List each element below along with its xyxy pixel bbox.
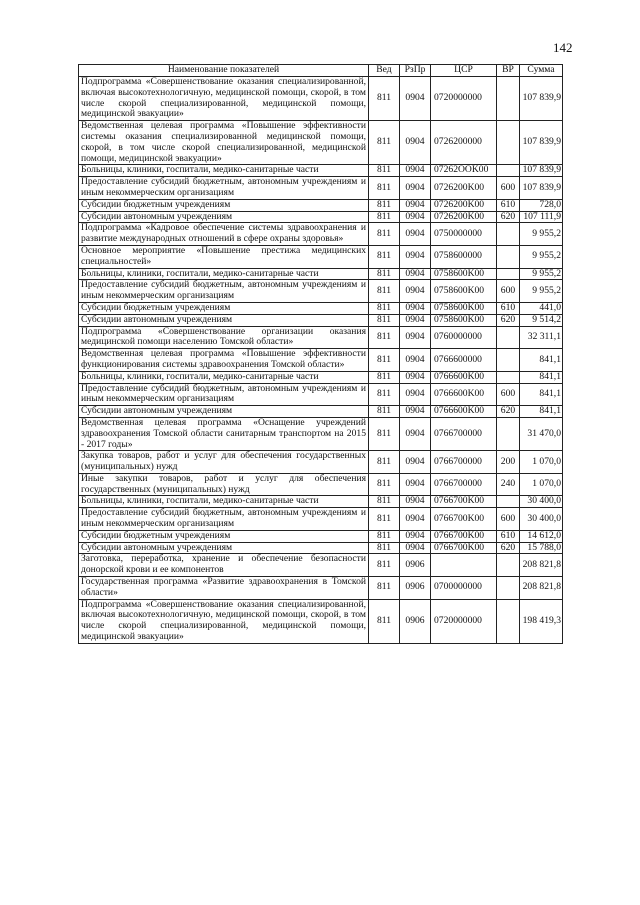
- cell-ved: 811: [369, 211, 400, 223]
- cell-csr: 0766700K00: [431, 530, 497, 542]
- cell-vr: 600: [497, 383, 520, 406]
- cell-name: Подпрограмма «Совершенствование оказания специализированной, включая высокотехнологичную, медицинской помощи, скорой, в том числе скорой специализированной, медицинской помощи, медицинской эвакуации»: [79, 599, 369, 643]
- table-row: [79, 371, 563, 383]
- cell-vr: [497, 554, 520, 577]
- cell-sum: 107 839,9: [520, 121, 563, 165]
- cell-name: Предоставление субсидий бюджетным, автономным учреждениям и иным некоммерческим организациям: [79, 177, 369, 200]
- cell-csr: 0760000000: [431, 326, 497, 349]
- cell-rzpr: 0904: [400, 326, 431, 349]
- cell-ved: 811: [369, 165, 400, 177]
- cell-csr: 0766600K00: [431, 406, 497, 418]
- cell-ved: 811: [369, 177, 400, 200]
- cell-ved: 811: [369, 554, 400, 577]
- cell-vr: [497, 577, 520, 600]
- cell-csr: 0700000000: [431, 577, 497, 600]
- cell-csr: 0766600K00: [431, 371, 497, 383]
- cell-name: Подпрограмма «Совершенствование организации оказания медицинской помощи населению Томской области»: [79, 326, 369, 349]
- cell-name: Подпрограмма «Совершенствование оказания специализированной, включая высокотехнологичную, медицинской помощи, скорой, в том числе скорой специализированной, медицинской помощи, медицинской эвакуации»: [79, 77, 369, 121]
- cell-rzpr: 0904: [400, 349, 431, 372]
- cell-ved: 811: [369, 77, 400, 121]
- cell-name: Ведомственная целевая программа «Оснащение учреждений здравоохранения Томской области санитарным транспортом на 2015 - 2017 годы»: [79, 417, 369, 450]
- cell-name: Иные закупки товаров, работ и услуг для обеспечения государственных (муниципальных) нужд: [79, 473, 369, 496]
- cell-ved: 811: [369, 371, 400, 383]
- cell-name: Больницы, клиники, госпитали, медико-санитарные части: [79, 371, 369, 383]
- cell-ved: 811: [369, 121, 400, 165]
- cell-ved: 811: [369, 599, 400, 643]
- cell-name: Заготовка, переработка, хранение и обеспечение безопасности донорской крови и ее компонентов: [79, 554, 369, 577]
- cell-sum: 14 612,0: [520, 530, 563, 542]
- cell-ved: 811: [369, 199, 400, 211]
- table-row: [79, 451, 563, 474]
- table-row: [79, 165, 563, 177]
- table-row: [79, 508, 563, 531]
- table-row: [79, 417, 563, 450]
- cell-name: Субсидии автономным учреждениям: [79, 406, 369, 418]
- cell-csr: 0726200K00: [431, 177, 497, 200]
- cell-vr: [497, 77, 520, 121]
- cell-csr: 0758600K00: [431, 268, 497, 280]
- cell-csr: 0720000000: [431, 77, 497, 121]
- cell-ved: 811: [369, 223, 400, 246]
- cell-vr: [497, 417, 520, 450]
- cell-ved: 811: [369, 451, 400, 474]
- cell-ved: 811: [369, 326, 400, 349]
- cell-rzpr: 0904: [400, 417, 431, 450]
- table-row: [79, 199, 563, 211]
- cell-sum: 9 955,2: [520, 223, 563, 246]
- cell-sum: 9 955,2: [520, 245, 563, 268]
- table-row: [79, 577, 563, 600]
- cell-ved: 811: [369, 577, 400, 600]
- cell-name: Предоставление субсидий бюджетным, автономным учреждениям и иным некоммерческим организациям: [79, 383, 369, 406]
- cell-sum: 208 821,8: [520, 554, 563, 577]
- table-row: [79, 473, 563, 496]
- cell-csr: 0766700000: [431, 451, 497, 474]
- table-row: [79, 245, 563, 268]
- cell-ved: 811: [369, 406, 400, 418]
- cell-ved: 811: [369, 496, 400, 508]
- cell-vr: 600: [497, 508, 520, 531]
- cell-rzpr: 0904: [400, 121, 431, 165]
- cell-ved: 811: [369, 268, 400, 280]
- cell-vr: 200: [497, 451, 520, 474]
- cell-ved: 811: [369, 349, 400, 372]
- cell-vr: [497, 326, 520, 349]
- cell-name: Субсидии бюджетным учреждениям: [79, 530, 369, 542]
- table-row: [79, 268, 563, 280]
- header-ved: Вед: [369, 65, 400, 77]
- cell-rzpr: 0904: [400, 302, 431, 314]
- cell-sum: 728,0: [520, 199, 563, 211]
- cell-sum: 841,1: [520, 383, 563, 406]
- cell-sum: 107 839,9: [520, 77, 563, 121]
- cell-sum: 32 311,1: [520, 326, 563, 349]
- table-row: [79, 223, 563, 246]
- cell-csr: 0766700K00: [431, 542, 497, 554]
- cell-sum: 198 419,3: [520, 599, 563, 643]
- table-row: [79, 177, 563, 200]
- cell-vr: 620: [497, 211, 520, 223]
- cell-vr: [497, 223, 520, 246]
- cell-rzpr: 0904: [400, 280, 431, 303]
- cell-ved: 811: [369, 508, 400, 531]
- cell-rzpr: 0904: [400, 542, 431, 554]
- cell-rzpr: 0904: [400, 451, 431, 474]
- cell-sum: 30 400,0: [520, 496, 563, 508]
- cell-csr: 0766700K00: [431, 508, 497, 531]
- cell-rzpr: 0904: [400, 496, 431, 508]
- cell-sum: 31 470,0: [520, 417, 563, 450]
- cell-vr: 610: [497, 302, 520, 314]
- cell-csr: 07262ОOK00: [431, 165, 497, 177]
- table-row: [79, 599, 563, 643]
- cell-rzpr: 0904: [400, 314, 431, 326]
- cell-name: Больницы, клиники, госпитали, медико-санитарные части: [79, 165, 369, 177]
- cell-name: Субсидии бюджетным учреждениям: [79, 199, 369, 211]
- cell-csr: 0758600K00: [431, 314, 497, 326]
- cell-vr: [497, 165, 520, 177]
- cell-ved: 811: [369, 245, 400, 268]
- table-row: [79, 280, 563, 303]
- cell-vr: 600: [497, 280, 520, 303]
- cell-rzpr: 0904: [400, 223, 431, 246]
- cell-csr: 0726200K00: [431, 199, 497, 211]
- cell-name: Субсидии автономным учреждениям: [79, 542, 369, 554]
- cell-ved: 811: [369, 280, 400, 303]
- table-row: [79, 121, 563, 165]
- table-row: [79, 326, 563, 349]
- cell-vr: 610: [497, 199, 520, 211]
- cell-csr: 0758600K00: [431, 302, 497, 314]
- cell-name: Ведомственная целевая программа «Повышение эффективности функционирования системы здравоохранения Томской области»: [79, 349, 369, 372]
- cell-vr: [497, 268, 520, 280]
- cell-csr: [431, 554, 497, 577]
- cell-rzpr: 0904: [400, 177, 431, 200]
- cell-rzpr: 0904: [400, 383, 431, 406]
- cell-csr: 0766700000: [431, 417, 497, 450]
- cell-rzpr: 0904: [400, 77, 431, 121]
- header-name: Наименование показателей: [79, 65, 369, 77]
- cell-vr: 600: [497, 177, 520, 200]
- cell-name: Предоставление субсидий бюджетным, автономным учреждениям и иным некоммерческим организациям: [79, 508, 369, 531]
- table-row: [79, 77, 563, 121]
- cell-vr: [497, 121, 520, 165]
- cell-vr: [497, 496, 520, 508]
- cell-csr: 0720000000: [431, 599, 497, 643]
- cell-rzpr: 0906: [400, 577, 431, 600]
- cell-ved: 811: [369, 302, 400, 314]
- table-row: [79, 554, 563, 577]
- budget-table-container: [78, 64, 562, 644]
- cell-csr: 0726200K00: [431, 211, 497, 223]
- cell-csr: 0758600000: [431, 245, 497, 268]
- cell-sum: 1 070,0: [520, 473, 563, 496]
- cell-sum: 30 400,0: [520, 508, 563, 531]
- cell-name: Основное мероприятие «Повышение престижа медицинских специальностей»: [79, 245, 369, 268]
- cell-rzpr: 0904: [400, 508, 431, 531]
- table-row: [79, 211, 563, 223]
- cell-vr: [497, 245, 520, 268]
- table-row: [79, 542, 563, 554]
- cell-csr: 0726200000: [431, 121, 497, 165]
- table-row: [79, 530, 563, 542]
- cell-ved: 811: [369, 314, 400, 326]
- budget-table: [78, 64, 563, 644]
- cell-name: Ведомственная целевая программа «Повышение эффективности системы оказания специализированной медицинской помощи, скорой, в том числе скорой специализированной, медицинской помощи, медицинской эвакуации»: [79, 121, 369, 165]
- cell-vr: 620: [497, 406, 520, 418]
- cell-name: Предоставление субсидий бюджетным, автономным учреждениям и иным некоммерческим организациям: [79, 280, 369, 303]
- table-header-row: [79, 65, 563, 77]
- cell-name: Государственная программа «Развитие здравоохранения в Томской области»: [79, 577, 369, 600]
- cell-name: Субсидии бюджетным учреждениям: [79, 302, 369, 314]
- cell-sum: 15 788,0: [520, 542, 563, 554]
- cell-sum: 208 821,8: [520, 577, 563, 600]
- cell-rzpr: 0904: [400, 211, 431, 223]
- table-body: [79, 77, 563, 644]
- cell-csr: 0750000000: [431, 223, 497, 246]
- cell-rzpr: 0906: [400, 554, 431, 577]
- cell-vr: 610: [497, 530, 520, 542]
- cell-csr: 0766600K00: [431, 383, 497, 406]
- cell-csr: 0766600000: [431, 349, 497, 372]
- cell-sum: 841,1: [520, 371, 563, 383]
- cell-sum: 107 839,9: [520, 165, 563, 177]
- cell-rzpr: 0904: [400, 165, 431, 177]
- table-row: [79, 383, 563, 406]
- table-row: [79, 496, 563, 508]
- cell-vr: 620: [497, 542, 520, 554]
- cell-vr: 240: [497, 473, 520, 496]
- cell-vr: [497, 349, 520, 372]
- header-csr: ЦСР: [431, 65, 497, 77]
- header-rzpr: РзПр: [400, 65, 431, 77]
- table-row: [79, 406, 563, 418]
- cell-name: Субсидии автономным учреждениям: [79, 211, 369, 223]
- cell-ved: 811: [369, 383, 400, 406]
- table-row: [79, 302, 563, 314]
- cell-name: Субсидии автономным учреждениям: [79, 314, 369, 326]
- cell-sum: 1 070,0: [520, 451, 563, 474]
- cell-ved: 811: [369, 530, 400, 542]
- cell-rzpr: 0904: [400, 245, 431, 268]
- cell-rzpr: 0904: [400, 473, 431, 496]
- cell-csr: 0766700K00: [431, 496, 497, 508]
- cell-csr: 0766700000: [431, 473, 497, 496]
- cell-name: Закупка товаров, работ и услуг для обеспечения государственных (муниципальных) нужд: [79, 451, 369, 474]
- cell-sum: 841,1: [520, 349, 563, 372]
- cell-rzpr: 0904: [400, 268, 431, 280]
- cell-rzpr: 0904: [400, 371, 431, 383]
- cell-rzpr: 0904: [400, 199, 431, 211]
- page-number: 142: [553, 40, 573, 55]
- cell-rzpr: 0904: [400, 406, 431, 418]
- cell-csr: 0758600K00: [431, 280, 497, 303]
- cell-ved: 811: [369, 417, 400, 450]
- cell-ved: 811: [369, 473, 400, 496]
- cell-vr: [497, 599, 520, 643]
- cell-sum: 9 955,2: [520, 280, 563, 303]
- cell-sum: 9 955,2: [520, 268, 563, 280]
- cell-name: Больницы, клиники, госпитали, медико-санитарные части: [79, 496, 369, 508]
- header-sum: Сумма: [520, 65, 563, 77]
- cell-ved: 811: [369, 542, 400, 554]
- cell-vr: [497, 371, 520, 383]
- cell-sum: 107 111,9: [520, 211, 563, 223]
- table-row: [79, 314, 563, 326]
- cell-rzpr: 0904: [400, 530, 431, 542]
- cell-sum: 841,1: [520, 406, 563, 418]
- table-row: [79, 349, 563, 372]
- cell-sum: 107 839,9: [520, 177, 563, 200]
- header-vr: ВР: [497, 65, 520, 77]
- cell-rzpr: 0906: [400, 599, 431, 643]
- cell-name: Подпрограмма «Кадровое обеспечение системы здравоохранения и развитие международных отношений в сфере охраны здоровья»: [79, 223, 369, 246]
- cell-sum: 441,0: [520, 302, 563, 314]
- cell-sum: 9 514,2: [520, 314, 563, 326]
- cell-name: Больницы, клиники, госпитали, медико-санитарные части: [79, 268, 369, 280]
- cell-vr: 620: [497, 314, 520, 326]
